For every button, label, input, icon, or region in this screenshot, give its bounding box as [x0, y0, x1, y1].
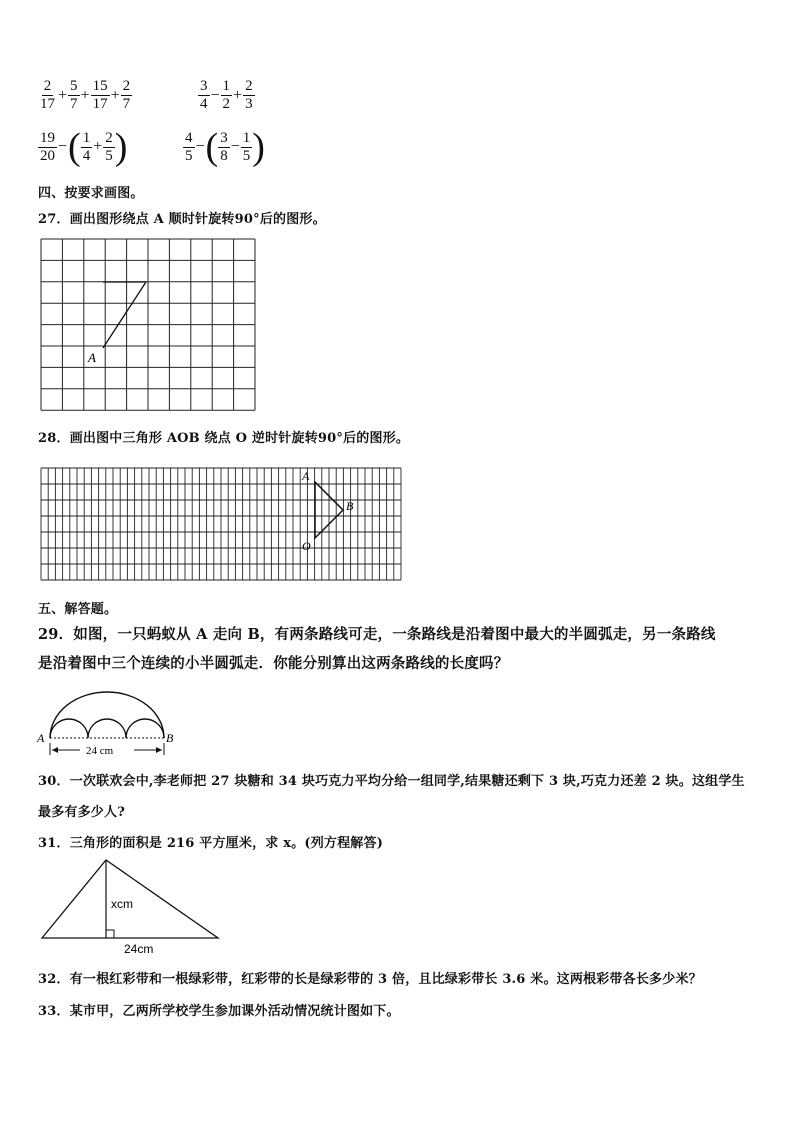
operator: − [195, 138, 205, 155]
section-heading-four: 四、按要求画图。 [38, 186, 144, 201]
fraction: $\frac{2}{17}$ [40, 78, 55, 112]
expression-1 [38, 78, 132, 113]
fraction: $\frac{19}{20}$ [40, 129, 55, 164]
question-30-line-2: 最多有多少人? [38, 805, 126, 820]
fraction: $\frac{2}{7}$ [122, 78, 131, 112]
operator: + [110, 86, 120, 104]
fraction: $\frac{4}{5}$ [185, 129, 193, 164]
point-label-a: A [88, 350, 96, 365]
point-label-a: A [37, 731, 45, 745]
operator: + [80, 86, 90, 104]
slanted-segment [103, 282, 146, 348]
question-28: 28．画出图中三角形 AOB 绕点 O 逆时针旋转90°后的图形。 [38, 431, 410, 446]
operator: + [58, 86, 68, 104]
expression-3 [38, 128, 127, 166]
figure-31-triangle [38, 858, 223, 958]
fraction: $\frac{15}{17}$ [92, 78, 108, 112]
fraction: $\frac{5}{7}$ [70, 78, 78, 112]
fraction: $\frac{3}{8}$ [220, 129, 228, 164]
fraction: $\frac{2}{5}$ [105, 129, 113, 164]
right-angle-mark [106, 930, 114, 938]
question-29-line-2: 是沿着图中三个连续的小半圆弧走．你能分别算出这两条路线的长度吗？ [38, 655, 509, 672]
large-semicircle [50, 692, 164, 738]
fraction: $\frac{2}{3}$ [245, 78, 253, 112]
right-paren: ) [114, 126, 128, 168]
expression-4 [183, 128, 265, 166]
question-30-line-1: 30．一次联欢会中,李老师把 27 块糖和 34 块巧克力平均分给一组同学,结果糖还剩下 3 块,巧克力还差 2 块。这组学生 [38, 774, 745, 789]
operator: − [58, 138, 68, 155]
question-29-line-1: 29．如图，一只蚂蚁从 A 走向 B，有两条路线可走，一条路线是沿着图中最大的半圆弧走，另一条路线 [38, 626, 716, 643]
small-semicircle [88, 719, 126, 738]
question-31: 31．三角形的面积是 216 平方厘米，求 x。(列方程解答) [38, 836, 384, 851]
figure-27-grid [38, 236, 256, 412]
right-paren: ) [252, 126, 265, 168]
fraction: $\frac{1}{5}$ [242, 129, 251, 164]
grid-lines [41, 239, 255, 410]
point-label-b: B [166, 731, 174, 745]
left-paren: ( [68, 126, 81, 168]
point-label-b: B [346, 499, 354, 513]
operator: + [233, 86, 243, 104]
arrowhead-left [52, 747, 58, 753]
left-paren: ( [205, 126, 219, 168]
fraction: $\frac{1}{2}$ [222, 78, 231, 112]
point-label-a: A [302, 469, 310, 483]
fraction: $\frac{1}{4}$ [82, 129, 91, 164]
height-label: xcm [111, 897, 133, 911]
base-label: 24cm [124, 942, 154, 956]
question-27: 27．画出图形绕点 A 顺时针旋转90°后的图形。 [38, 212, 326, 227]
point-label-o: O [302, 539, 311, 553]
figure-28-grid [38, 466, 403, 582]
operator: − [210, 86, 220, 104]
figure-29-semicircles [36, 683, 186, 763]
fraction: $\frac{3}{4}$ [200, 78, 208, 112]
section-heading-five: 五、解答题。 [38, 602, 118, 617]
dimension-label: 24 cm [86, 745, 114, 757]
small-semicircle [126, 719, 164, 738]
small-semicircle [50, 719, 88, 738]
grid-lines [41, 468, 401, 580]
arrowhead-right [156, 747, 162, 753]
question-33: 33．某市甲，乙两所学校学生参加课外活动情况统计图如下。 [38, 1004, 400, 1019]
question-32: 32．有一根红彩带和一根绿彩带，红彩带的长是绿彩带的 3 倍，且比绿彩带长 3.6 米。这两根彩带各长多少米？ [38, 972, 702, 987]
expression-2 [198, 78, 255, 113]
operator: + [93, 138, 103, 155]
operator: − [230, 138, 240, 155]
